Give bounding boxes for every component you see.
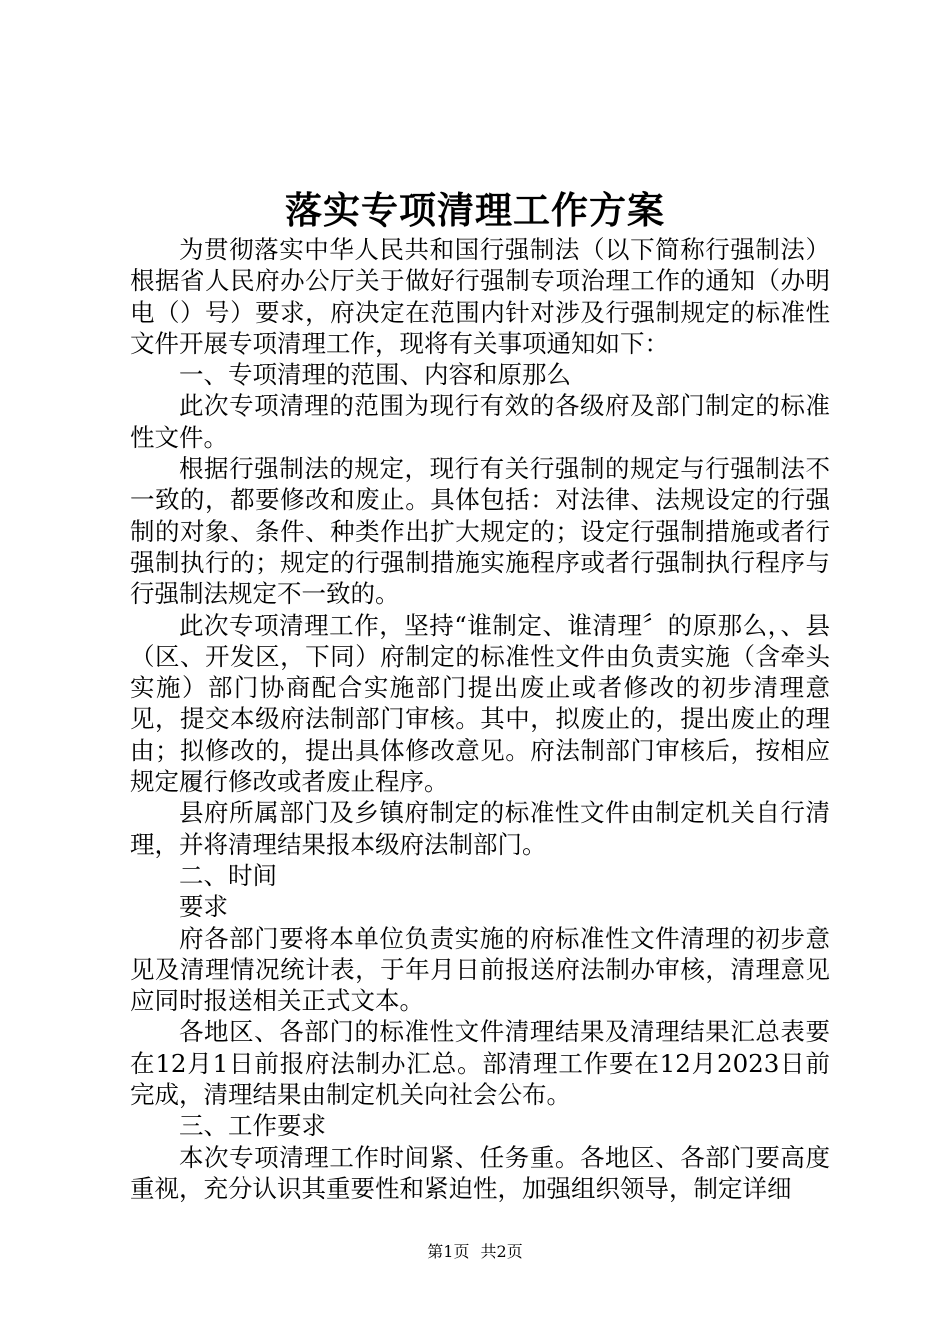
page-number: 第1页 xyxy=(427,1242,470,1261)
paragraph-work-requirements: 本次专项清理工作时间紧、任务重。各地区、各部门要高度重视，充分认识其重要性和紧迫性，加强组织领导，制定详细 xyxy=(130,1142,830,1203)
page-total: 共2页 xyxy=(480,1242,523,1261)
page-footer xyxy=(0,1242,950,1262)
paragraph-requirement-label: 要求 xyxy=(179,892,228,922)
paragraph-scope: 此次专项清理的范围为现行有效的各级府及部门制定的标准性文件。 xyxy=(130,391,830,452)
section-heading-scope: 一、专项清理的范围、内容和原那么 xyxy=(179,360,571,390)
section-heading-work-requirements: 三、工作要求 xyxy=(179,1111,326,1141)
paragraph-intro: 为贯彻落实中华人民共和国行强制法（以下简称行强制法）根据省人民府办公厅关于做好行强制专项治理工作的通知（办明电（）号）要求，府决定在范围内针对涉及行强制规定的标准性文件开展专项清理工作，现将有关事项通知如下： xyxy=(130,235,830,358)
document-title: 落实专项清理工作方案 xyxy=(285,188,665,232)
document-body xyxy=(130,234,830,1204)
section-heading-time: 二、时间 xyxy=(179,860,277,890)
paragraph-departments: 府各部门要将本单位负责实施的府标准性文件清理的初步意见及清理情况统计表，于年月日前报送府法制办审核，清理意见应同时报送相关正式文本。 xyxy=(130,923,830,1016)
paragraph-principle: 此次专项清理工作，坚持“谁制定、谁清理〞的原那么，、县（区、开发区，下同）府制定的标准性文件由负责实施（含牵头实施）部门协商配合实施部门提出废止或者修改的初步清理意见，提交本级府法制部门审核。其中，拟废止的，提出废止的理由；拟修改的，提出具体修改意见。府法制部门审核后，按相应规定履行修改或者废止程序。 xyxy=(130,610,830,797)
paragraph-deadline: 各地区、各部门的标准性文件清理结果及清理结果汇总表要在12月1日前报府法制办汇总。部清理工作要在12月2023日前完成，清理结果由制定机关向社会公布。 xyxy=(130,1017,830,1110)
paragraph-content: 根据行强制法的规定，现行有关行强制的规定与行强制法不一致的，都要修改和废止。具体包括：对法律、法规设定的行强制的对象、条件、种类作出扩大规定的；设定行强制措施或者行强制执行的；规定的行强制措施实施程序或者行强制执行程序与行强制法规定不一致的。 xyxy=(130,454,830,609)
paragraph-county: 县府所属部门及乡镇府制定的标准性文件由制定机关自行清理，并将清理结果报本级府法制部门。 xyxy=(130,798,830,859)
